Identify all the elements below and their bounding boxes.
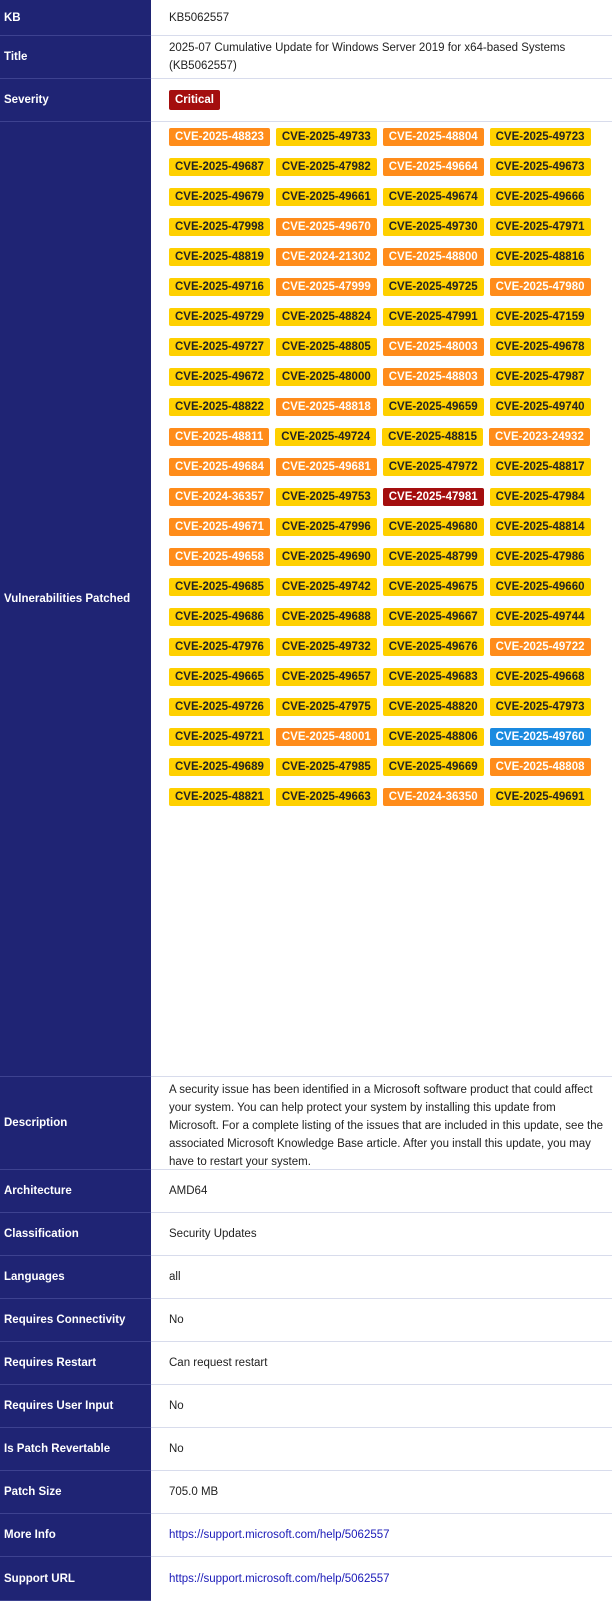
cve-badge[interactable]: CVE-2025-49716 <box>169 278 270 296</box>
user-input-value: No <box>169 1400 184 1412</box>
cve-badge[interactable]: CVE-2025-49724 <box>275 428 376 446</box>
cve-badge[interactable]: CVE-2025-47991 <box>383 308 484 326</box>
cve-badge[interactable]: CVE-2025-49726 <box>169 698 270 716</box>
cve-badge[interactable]: CVE-2025-49684 <box>169 458 270 476</box>
cve-badge[interactable]: CVE-2025-47973 <box>490 698 591 716</box>
cve-badge[interactable]: CVE-2025-48815 <box>382 428 483 446</box>
cve-badge[interactable]: CVE-2025-47975 <box>276 698 377 716</box>
row-patch-size <box>0 1471 612 1514</box>
cve-badge[interactable]: CVE-2025-49664 <box>383 158 484 176</box>
cve-badge[interactable]: CVE-2025-49671 <box>169 518 270 536</box>
cve-badge[interactable]: CVE-2025-47976 <box>169 638 270 656</box>
row-revertable <box>0 1428 612 1471</box>
patch-size-value: 705.0 MB <box>169 1486 219 1498</box>
row-connectivity <box>0 1299 612 1342</box>
cve-badge[interactable]: CVE-2025-47986 <box>490 548 591 566</box>
cve-badge[interactable]: CVE-2025-48817 <box>490 458 591 476</box>
more-info-link[interactable]: https://support.microsoft.com/help/5062557 <box>169 1529 390 1541</box>
languages-label: Languages <box>0 1256 151 1299</box>
restart-label: Requires Restart <box>0 1342 151 1385</box>
cve-badge[interactable]: CVE-2025-49661 <box>276 188 377 206</box>
cve-badge[interactable]: CVE-2025-49676 <box>383 638 484 656</box>
vulnerabilities-label: Vulnerabilities Patched <box>0 122 151 1077</box>
patch-size-label: Patch Size <box>0 1471 151 1514</box>
kb-value: KB5062557 <box>169 11 230 24</box>
row-title <box>0 36 612 79</box>
cve-badge[interactable]: CVE-2025-48823 <box>169 128 270 146</box>
cve-badge[interactable]: CVE-2025-49665 <box>169 668 270 686</box>
cve-badge[interactable]: CVE-2025-48814 <box>490 518 591 536</box>
row-architecture <box>0 1170 612 1213</box>
cve-badge[interactable]: CVE-2025-48803 <box>383 368 484 386</box>
cve-badge[interactable]: CVE-2025-47987 <box>490 368 591 386</box>
classification-label: Classification <box>0 1213 151 1256</box>
cve-badge[interactable]: CVE-2025-48816 <box>490 248 591 266</box>
cve-badge[interactable]: CVE-2025-49679 <box>169 188 270 206</box>
revertable-label: Is Patch Revertable <box>0 1428 151 1471</box>
cve-badge[interactable]: CVE-2025-49725 <box>383 278 484 296</box>
cve-badge[interactable]: CVE-2025-48822 <box>169 398 270 416</box>
cve-badge[interactable]: CVE-2025-49658 <box>169 548 270 566</box>
row-vulnerabilities <box>0 122 612 1077</box>
cve-badge[interactable]: CVE-2025-49732 <box>276 638 377 656</box>
cve-badge[interactable]: CVE-2025-48824 <box>276 308 377 326</box>
cve-badge[interactable]: CVE-2025-48820 <box>383 698 484 716</box>
cve-badge[interactable]: CVE-2025-49685 <box>169 578 270 596</box>
cve-badge[interactable]: CVE-2025-49674 <box>383 188 484 206</box>
row-support-url <box>0 1557 612 1600</box>
cve-badge[interactable]: CVE-2025-49740 <box>490 398 591 416</box>
cve-badge[interactable]: CVE-2025-49687 <box>169 158 270 176</box>
cve-badge[interactable]: CVE-2025-49678 <box>490 338 591 356</box>
cve-badge[interactable]: CVE-2025-48821 <box>169 788 270 806</box>
user-input-label: Requires User Input <box>0 1385 151 1428</box>
cve-badge[interactable]: CVE-2025-49689 <box>169 758 270 776</box>
cve-badge[interactable]: CVE-2025-49663 <box>276 788 377 806</box>
cve-badge[interactable]: CVE-2025-49690 <box>276 548 377 566</box>
cve-badge[interactable]: CVE-2025-49681 <box>276 458 377 476</box>
cve-badge[interactable]: CVE-2025-49729 <box>169 308 270 326</box>
support-url-link[interactable]: https://support.microsoft.com/help/5062557 <box>169 1572 390 1585</box>
cve-badge[interactable]: CVE-2025-49666 <box>490 188 591 206</box>
cve-badge[interactable]: CVE-2025-48800 <box>383 248 484 266</box>
cve-badge[interactable]: CVE-2025-47971 <box>490 218 591 236</box>
cve-badge[interactable]: CVE-2024-21302 <box>276 248 377 266</box>
kb-label: KB <box>0 0 151 36</box>
support-url-cell <box>151 1557 612 1600</box>
cve-badge[interactable]: CVE-2025-47159 <box>490 308 591 326</box>
cve-badge[interactable]: CVE-2025-48799 <box>383 548 484 566</box>
cve-badge[interactable]: CVE-2025-48003 <box>383 338 484 356</box>
cve-badge[interactable]: CVE-2025-49742 <box>276 578 377 596</box>
severity-badge: Critical <box>169 90 220 110</box>
cve-badge[interactable]: CVE-2025-49660 <box>490 578 591 596</box>
more-info-label: More Info <box>0 1514 151 1557</box>
cve-badge[interactable]: CVE-2025-49688 <box>276 608 377 626</box>
cve-badge[interactable]: CVE-2025-48811 <box>169 428 269 446</box>
row-user-input <box>0 1385 612 1428</box>
cve-badge[interactable]: CVE-2025-48806 <box>383 728 484 746</box>
cve-badge[interactable]: CVE-2025-48804 <box>383 128 484 146</box>
restart-value: Can request restart <box>169 1357 268 1369</box>
cve-badge[interactable]: CVE-2025-47996 <box>276 518 377 536</box>
severity-cell <box>151 79 612 121</box>
cve-badge[interactable]: CVE-2025-49686 <box>169 608 270 626</box>
cve-badge[interactable]: CVE-2025-49723 <box>490 128 591 146</box>
cve-badge[interactable]: CVE-2025-48818 <box>276 398 377 416</box>
cve-badge[interactable]: CVE-2025-49744 <box>490 608 591 626</box>
architecture-label: Architecture <box>0 1170 151 1213</box>
revertable-value: No <box>169 1443 184 1455</box>
description-label: Description <box>0 1077 151 1170</box>
cve-badge[interactable]: CVE-2025-49673 <box>490 158 591 176</box>
cve-badge[interactable]: CVE-2025-49727 <box>169 338 270 356</box>
title-value: 2025-07 Cumulative Update for Windows Server 2019 for x64-based Systems (KB5062557) <box>169 42 566 72</box>
row-severity <box>0 79 612 122</box>
cve-badge[interactable]: CVE-2025-48001 <box>276 728 377 746</box>
cve-badge[interactable]: CVE-2025-47998 <box>169 218 270 236</box>
cve-badge[interactable]: CVE-2025-49659 <box>383 398 484 416</box>
architecture-value: AMD64 <box>169 1185 208 1197</box>
cve-badge[interactable]: CVE-2025-49672 <box>169 368 270 386</box>
severity-label: Severity <box>0 79 151 122</box>
support-url-label: Support URL <box>0 1557 151 1601</box>
cve-badge[interactable]: CVE-2025-49670 <box>276 218 377 236</box>
cve-badge[interactable]: CVE-2025-49760 <box>490 728 591 746</box>
cve-badge[interactable]: CVE-2025-47984 <box>490 488 591 506</box>
languages-value: all <box>169 1271 181 1283</box>
cve-badge[interactable]: CVE-2025-49680 <box>383 518 484 536</box>
cve-badge[interactable]: CVE-2025-49657 <box>276 668 377 686</box>
cve-badge[interactable]: CVE-2025-47981 <box>383 488 484 506</box>
cve-badge[interactable]: CVE-2025-47980 <box>490 278 591 296</box>
more-info-cell <box>151 1514 612 1556</box>
connectivity-label: Requires Connectivity <box>0 1299 151 1342</box>
row-languages <box>0 1256 612 1299</box>
title-label: Title <box>0 36 151 79</box>
cve-badge[interactable]: CVE-2023-24932 <box>489 428 590 446</box>
row-description <box>0 1077 612 1170</box>
cve-badge[interactable]: CVE-2025-49668 <box>490 668 591 686</box>
cve-badge[interactable]: CVE-2025-48805 <box>276 338 377 356</box>
cve-badge[interactable]: CVE-2025-47982 <box>276 158 377 176</box>
cve-badge[interactable]: CVE-2025-47972 <box>383 458 484 476</box>
cve-badge[interactable]: CVE-2025-49721 <box>169 728 270 746</box>
cve-badge[interactable]: CVE-2025-49691 <box>490 788 591 806</box>
row-classification <box>0 1213 612 1256</box>
cve-badge[interactable]: CVE-2025-49730 <box>383 218 484 236</box>
row-restart <box>0 1342 612 1385</box>
cve-badge[interactable]: CVE-2025-49733 <box>276 128 377 146</box>
cve-badge[interactable]: CVE-2025-49683 <box>383 668 484 686</box>
cve-badge[interactable]: CVE-2025-48000 <box>276 368 377 386</box>
cve-badge[interactable]: CVE-2024-36357 <box>169 488 270 506</box>
connectivity-value: No <box>169 1314 184 1326</box>
row-kb <box>0 0 612 36</box>
cve-badge[interactable]: CVE-2025-49722 <box>490 638 591 656</box>
cve-badge[interactable]: CVE-2025-49675 <box>383 578 484 596</box>
cve-badge[interactable]: CVE-2025-49669 <box>383 758 484 776</box>
cve-badge[interactable]: CVE-2025-48808 <box>490 758 591 776</box>
description-value: A security issue has been identified in a Microsoft software product that could affect your system. You can help protect your system by installing this update from Microsoft. For a complete listing of the issues that are included in this update, see the associated Microsoft Knowledge Base article. After you install this update, you may have to restart your system. <box>169 1084 604 1168</box>
row-more-info <box>0 1514 612 1557</box>
cve-badge[interactable]: CVE-2024-36350 <box>383 788 484 806</box>
cve-badge[interactable]: CVE-2025-47999 <box>276 278 377 296</box>
cve-list <box>151 122 612 1076</box>
cve-badge[interactable]: CVE-2025-48819 <box>169 248 270 266</box>
classification-value: Security Updates <box>169 1228 257 1240</box>
cve-badge[interactable]: CVE-2025-49667 <box>383 608 484 626</box>
cve-badge[interactable]: CVE-2025-47985 <box>276 758 377 776</box>
cve-badge[interactable]: CVE-2025-49753 <box>276 488 377 506</box>
